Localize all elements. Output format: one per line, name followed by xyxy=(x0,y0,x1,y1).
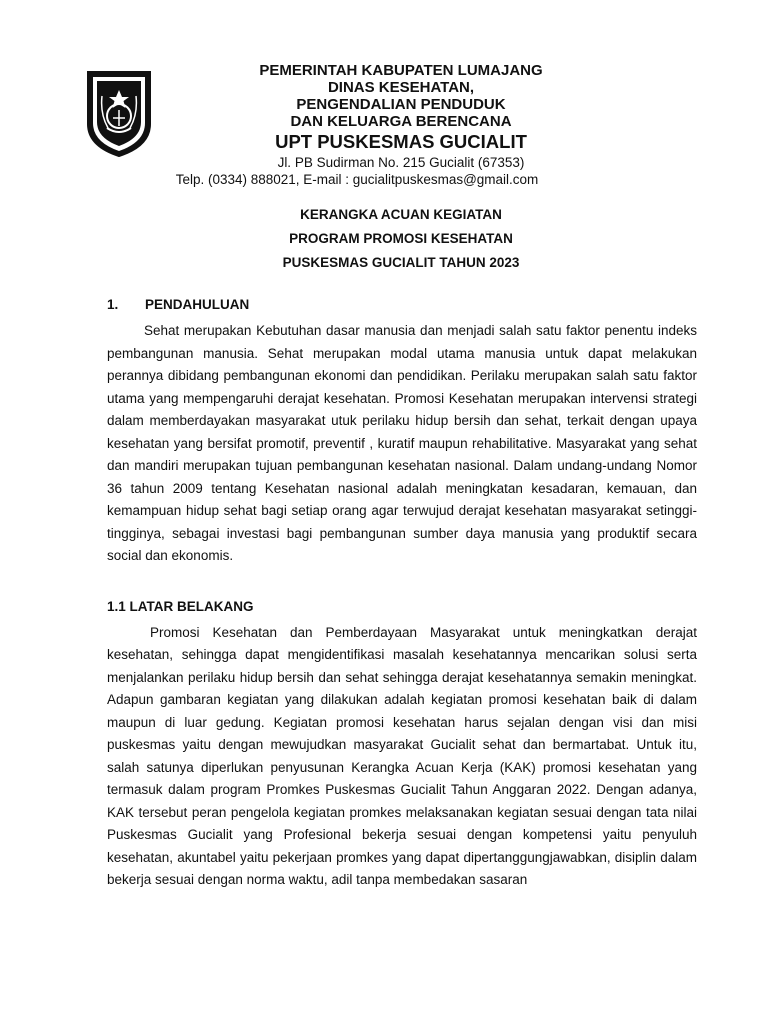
paragraph-latar-belakang: Promosi Kesehatan dan Pemberdayaan Masyarakat untuk meningkatkan derajat kesehatan, sehingga dapat mengidentifikasi masalah kesehatannya mencarikan solusi serta menjalankan perilaku hidup bersih dan sehat sehingga derajat kesehatannya semakin meningkat. Adapun gambaran kegiatan yang dilakukan adalah kegiatan promosi kesehatan baik di dalam maupun di luar gedung. Kegiatan promosi kesehatan harus sejalan dengan visi dan misi puskesmas yaitu dengan mewujudkan masyarakat Gucialit sehat dan bermartabat. Untuk itu, salah satunya diperlukan penyusunan Kerangka Acuan Kerja (KAK) promosi kesehatan yang termasuk dalam program Promkes Puskesmas Gucialit Tahun Anggaran 2022. Dengan adanya, KAK tersebut peran pengelola kegiatan promkes melaksanakan kegiatan sesuai dengan tata nilai Puskesmas Gucialit yang Profesional bekerja sesuai dengan kompetensi yaitu penyuluh kesehatan, akuntabel yaitu pekerjaan promkes yang dapat dipertanggungjawabkan, disiplin dalam bekerja sesuai dengan norma waktu, adil tanpa membedakan sasaran xyxy=(107,624,697,887)
subsection-heading-latar-belakang: 1.1 LATAR BELAKANG xyxy=(107,598,254,614)
section-title: PENDAHULUAN xyxy=(145,297,250,312)
regency-emblem-logo xyxy=(80,66,158,158)
title-line-1: KERANGKA ACUAN KEGIATAN xyxy=(300,207,502,222)
unit-name: UPT PUSKESMAS GUCIALIT xyxy=(275,131,527,152)
address-line: Jl. PB Sudirman No. 215 Gucialit (67353) xyxy=(277,155,525,170)
department-line-3: DAN KELUARGA BERENCANA xyxy=(290,113,512,130)
title-line-3: PUSKESMAS GUCIALIT TAHUN 2023 xyxy=(282,255,520,270)
paragraph-pendahuluan: Sehat merupakan Kebutuhan dasar manusia dan menjadi salah satu faktor penentu indeks pembangunan manusia. Sehat merupakan modal utama manusia untuk dapat melakukan perannya dibidang pembangunan ekonomi dan pendidikan. Perilaku merupakan salah satu faktor utama yang mempengaruhi derajat kesehatan. Promosi Kesehatan merupakan intervensi strategi dalam memberdayakan masyarakat utuk perilaku hidup bersih dan sehat, terkait dengan upaya kesehatan yang bersifat promotif, preventif , kuratif maupun rehabilitative. Masyarakat yang sehat dan mandiri merupakan tujuan pembangunan kesehatan nasional. Dalam undang-undang Nomor 36 tahun 2009 tentang Kesehatan nasional adalah meningkatan kesadaran, kemauan, dan kemampuan hidup sehat bagi setiap orang agar terwujud derajat kesehatan masyarakat setinggi-tingginya, sebagai investasi bagi pembangunan sumber daya manusia yang produktif secara social dan ekonomis. xyxy=(107,323,697,563)
department-line-2: PENGENDALIAN PENDUDUK xyxy=(296,96,506,113)
letterhead xyxy=(170,62,632,188)
section-number: 1. xyxy=(107,297,119,312)
contact-line: Telp. (0334) 888021, E-mail : gucialitpuskesmas@gmail.com xyxy=(175,172,539,187)
section-heading-pendahuluan xyxy=(107,294,697,316)
department-line-1: DINAS KESEHATAN, xyxy=(327,79,475,96)
document-title xyxy=(90,203,712,275)
document-body xyxy=(107,294,697,892)
government-name: PEMERINTAH KABUPATEN LUMAJANG xyxy=(259,62,543,79)
title-line-2: PROGRAM PROMOSI KESEHATAN xyxy=(289,231,513,246)
